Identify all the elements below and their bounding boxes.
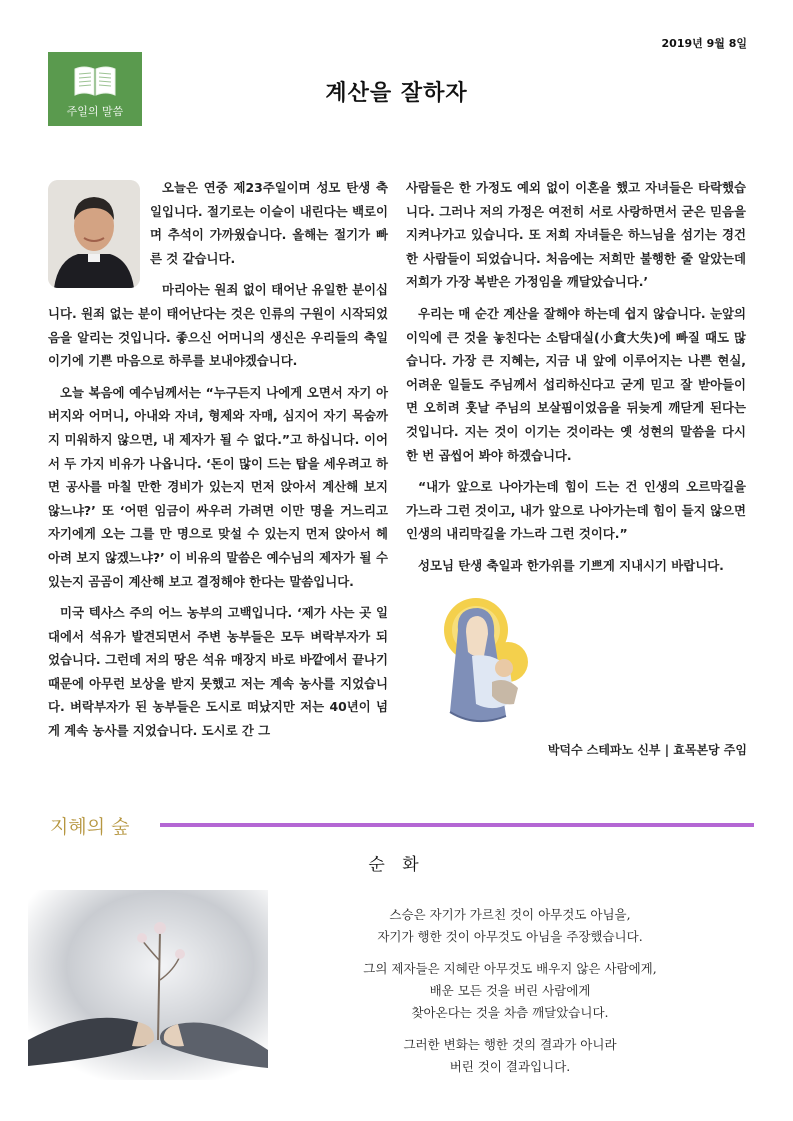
issue-date: 2019년 9월 8일 (661, 37, 747, 50)
poem-line: 찾아온다는 것을 차츰 깨달았습니다. (411, 1005, 609, 1020)
wisdom-section-label: 지혜의 숲 (50, 816, 130, 838)
article-paragraph: 우리는 매 순간 계산을 잘해야 하는데 쉽지 않습니다. 눈앞의 이익에 큰 것을 놓친다는 소탐대실(小貪大失)에 빠질 때도 많습니다. 가장 큰 지혜는, 지금 내 앞에 이루어지는 나쁜 현실, 어려운 일들도 주님께서 섭리하신다고 굳게 믿고 잘 받아들이면 오히려 훗날 주님의 보살핌이었음을 뒤늦게 깨닫게 된다는 것입니다. 지는 것이 이기는 것이라는 옛 성현의 말씀을 다시 한 번 곱씹어 봐야 하겠습니다. (406, 305, 746, 463)
hands-and-flower-photo (28, 890, 268, 1080)
article-paragraph: 오늘은 연중 제23주일이며 성모 탄생 축일입니다. 절기로는 이슬이 내린다는 백로이며 추석이 가까웠습니다. 올해는 절기가 빠른 것 같습니다. (150, 180, 388, 266)
poem-title: 순 화 (368, 855, 425, 875)
article-paragraph: 오늘 복음에 예수님께서는 “누구든지 나에게 오면서 자기 아버지와 어머니, 아내와 자녀, 형제와 자매, 심지어 자기 목숨까지 미워하지 않으면, 내 제자가 될 수 없다.”고 하십니다. 이어서 두 가지 비유가 나옵니다. ‘돈이 많이 드는 탑을 세우려고 하면 공사를 마칠 만한 경비가 있는지 먼저 앉아서 계산해 보지 않느냐?’ 또 ‘어떤 임금이 싸우러 가려면 이만 명을 거느리고 자기에게 오는 그를 만 명으로 맞설 수 있는지 먼저 앉아서 헤아려 보지 않겠느냐?’ 이 비유의 말씀은 예수님의 제자가 될 수 있는지 곰곰이 계산해 보고 결정해야 한다는 말씀입니다. (48, 384, 388, 589)
poem-line: 배운 모든 것을 버린 사람에게 (429, 983, 591, 998)
article-right-column (406, 176, 746, 586)
poem-line: 자기가 행한 것이 아무것도 아님을 주장했습니다. (377, 929, 643, 944)
section-divider (160, 823, 754, 827)
badge-label: 주일의 말씀 (66, 105, 124, 118)
author-credit: 박덕수 스테파노 신부 | 효목본당 주임 (547, 743, 747, 757)
poem-line: 그러한 변화는 행한 것의 결과가 아니라 (403, 1037, 617, 1052)
poem-line: 버린 것이 결과입니다. (449, 1059, 571, 1074)
article-left-column (48, 176, 388, 751)
poem-text (300, 904, 720, 1088)
article-paragraph: 미국 텍사스 주의 어느 농부의 고백입니다. ‘제가 사는 곳 일대에서 석유가 발견되면서 주변 농부들은 모두 벼락부자가 되었습니다. 그런데 저의 땅은 석유 매장지 바로 바깥에서 끝나기 때문에 아무런 보상을 받지 못했고 저는 계속 농사를 지었습니다. 벼락부자가 된 농부들은 도시로 떠났지만 저는 40년이 넘게 계속 농사를 지었습니다. 도시로 간 그 (48, 605, 388, 739)
article-paragraph: 사람들은 한 가정도 예외 없이 이혼을 했고 자녀들은 타락했습니다. 그러나 저의 가정은 여전히 서로 사랑하면서 굳은 믿음을 지켜나가고 있습니다. 또 저희 자녀들은 하느님을 섬기는 경건한 사람들이 되었습니다. 처음에는 저희만 불행한 줄 알았는데 저희가 가장 복받은 가정임을 깨달았습니다.’ (406, 180, 746, 290)
poem-stanza (300, 904, 720, 948)
poem-line: 스승은 자기가 가르친 것이 아무것도 아님을, (389, 907, 631, 922)
priest-portrait (48, 180, 140, 288)
poem-stanza (300, 1034, 720, 1078)
article-closing: 성모님 탄생 축일과 한가위를 기쁘게 지내시기 바랍니다. (418, 557, 724, 573)
article-paragraph: 마리아는 원죄 없이 태어난 유일한 분이십니다. 원죄 없는 분이 태어난다는 것은 인류의 구원이 시작되었음을 알리는 것입니다. 좋으신 어머니의 생신은 우리들의 축일이기에 기쁜 마음으로 하루를 보내야겠습니다. (48, 282, 388, 369)
poem-line: 그의 제자들은 지혜란 아무것도 배우지 않은 사람에게, (363, 961, 657, 976)
page-title: 계산을 잘하자 (325, 81, 468, 106)
poem-stanza (300, 958, 720, 1024)
madonna-and-child-illustration (436, 596, 546, 728)
article-quote: “내가 앞으로 나아가는데 힘이 드는 건 인생의 오르막길을 가느라 그런 것이고, 내가 앞으로 나아가는데 힘이 들지 않으면 인생의 내리막길을 가느라 그런 것이다.” (406, 479, 746, 542)
